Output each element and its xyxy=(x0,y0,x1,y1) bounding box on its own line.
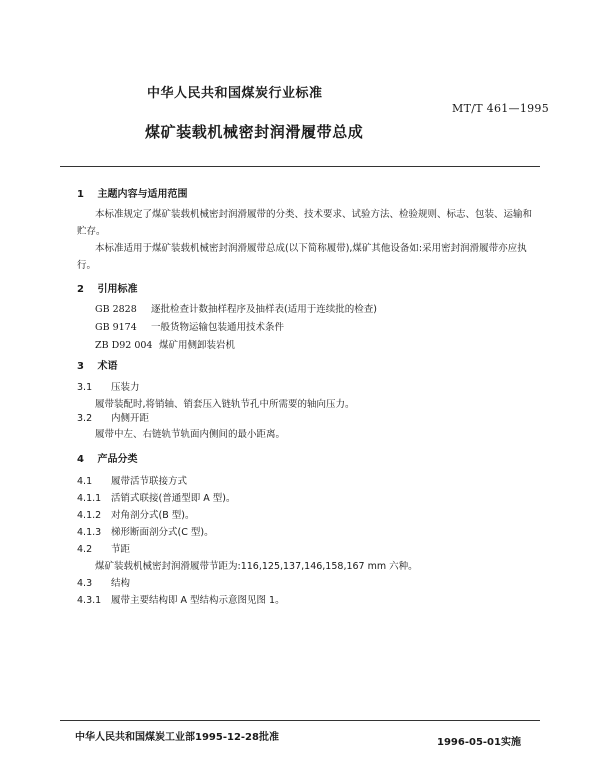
clause-number: 4.1 xyxy=(77,476,93,487)
clause-number: 3.2 xyxy=(77,413,93,424)
section-1-paragraph-1: 本标准规定了煤矿装载机械密封润滑履带的分类、技术要求、试验方法、检验规则、标志、包装、运输和贮存。 xyxy=(77,209,533,237)
clause-text: 节距 xyxy=(111,544,131,555)
reference-code: GB 2828 xyxy=(95,304,137,315)
clause-number: 4.1.2 xyxy=(77,510,102,521)
clause-item xyxy=(77,592,285,606)
section-1-heading xyxy=(77,185,187,200)
reference-title: 一般货物运输包装通用技术条件 xyxy=(151,322,285,333)
implementation-date: 1996-05-01实施 xyxy=(437,737,521,748)
clause-item xyxy=(77,575,130,589)
reference-item xyxy=(95,319,284,333)
term-3-2-definition: 履带中左、右链轨节轨面内侧间的最小距离。 xyxy=(95,429,286,440)
footer-divider xyxy=(60,720,540,721)
clause-number: 4.3.1 xyxy=(77,595,102,606)
pitch-statement: 煤矿装载机械密封润滑履带节距为:116,125,137,146,158,167 mm 六种。 xyxy=(95,561,418,572)
clause-item xyxy=(77,507,194,521)
section-title: 主题内容与适用范围 xyxy=(97,189,188,200)
clause-text: 履带主要结构即 A 型结构示意图见图 1。 xyxy=(111,595,285,606)
clause-number: 4.3 xyxy=(77,578,93,589)
section-3-heading xyxy=(77,357,117,372)
reference-title: 逐批检查计数抽样程序及抽样表(适用于连续批的检查) xyxy=(151,304,377,315)
section-number: 3 xyxy=(77,361,84,372)
term-3-1 xyxy=(77,379,140,393)
clause-text: 活销式联接(普通型即 A 型)。 xyxy=(111,493,236,504)
reference-item xyxy=(95,301,377,315)
section-title: 产品分类 xyxy=(97,454,138,465)
section-number: 2 xyxy=(77,284,84,295)
reference-code: ZB D92 004 xyxy=(95,340,153,351)
section-title: 术语 xyxy=(97,361,118,372)
clause-item xyxy=(77,541,130,555)
publisher-heading: 中华人民共和国煤炭行业标准 xyxy=(147,86,323,101)
clause-number: 4.1.1 xyxy=(77,493,102,504)
section-4-heading xyxy=(77,450,137,465)
clause-number: 4.2 xyxy=(77,544,93,555)
section-title: 引用标准 xyxy=(97,284,138,295)
section-number: 1 xyxy=(77,189,84,200)
approval-note: 中华人民共和国煤炭工业部1995-12-28批准 xyxy=(75,732,279,743)
section-number: 4 xyxy=(77,454,84,465)
clause-number: 3.1 xyxy=(77,382,93,393)
clause-text: 结构 xyxy=(111,578,131,589)
clause-number: 4.1.3 xyxy=(77,527,102,538)
reference-title: 煤矿用侧卸装岩机 xyxy=(159,340,236,351)
section-2-heading xyxy=(77,280,137,295)
clause-text: 梯形断面剖分式(C 型)。 xyxy=(111,527,214,538)
header-divider xyxy=(60,166,540,167)
document-title: 煤矿装载机械密封润滑履带总成 xyxy=(145,123,364,141)
standard-code: MT/T 461—1995 xyxy=(452,102,550,115)
clause-item xyxy=(77,490,235,504)
section-1-paragraph-2: 本标准适用于煤矿装载机械密封润滑履带总成(以下简称履带),煤矿其他设备如:采用密封润滑履带亦应执行。 xyxy=(77,243,527,271)
clause-text: 履带活节联接方式 xyxy=(111,476,188,487)
term-3-2 xyxy=(77,410,149,424)
reference-code: GB 9174 xyxy=(95,322,137,333)
clause-item xyxy=(77,524,214,538)
clause-item xyxy=(77,473,187,487)
clause-text: 对角剖分式(B 型)。 xyxy=(111,510,195,521)
term-name: 压装力 xyxy=(111,382,140,393)
reference-item xyxy=(95,337,235,351)
term-name: 内侧开距 xyxy=(111,413,150,424)
term-3-1-definition: 履带装配时,将销轴、销套压入链轨节孔中所需要的轴向压力。 xyxy=(95,399,355,410)
